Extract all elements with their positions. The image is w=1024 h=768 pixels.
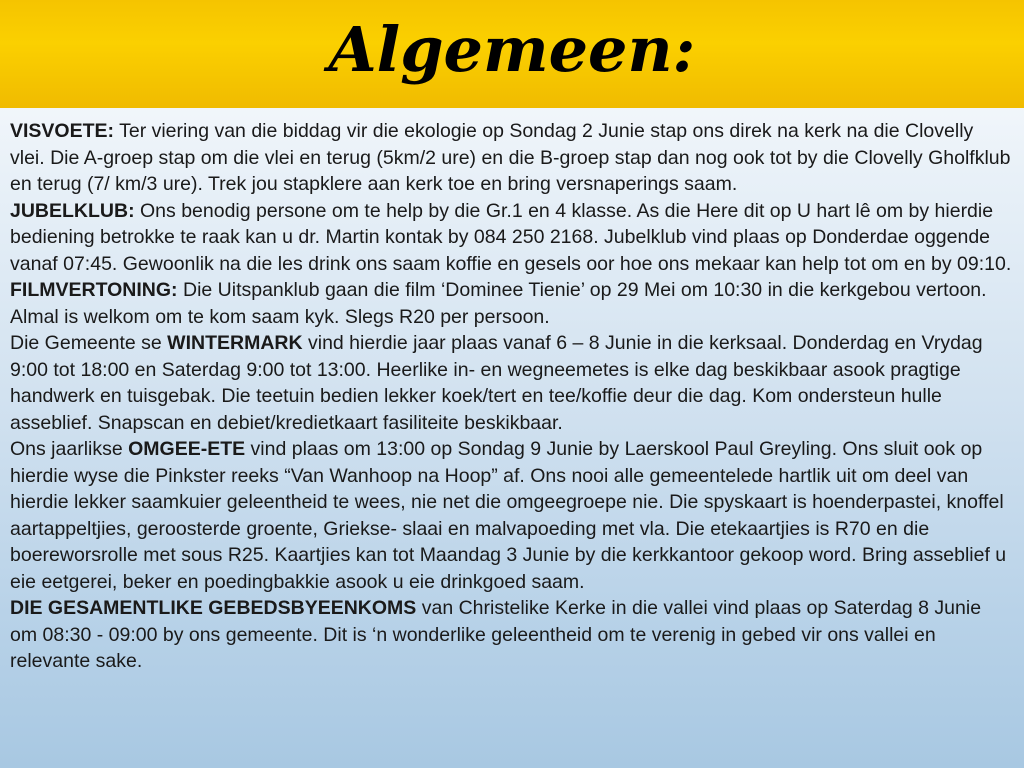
page-title: Algemeen: — [328, 13, 696, 86]
announcement-omgee-ete — [10, 436, 1012, 595]
announcement-filmvertoning-lead: FILMVERTONING: — [10, 279, 178, 301]
announcement-gebedsbyeenkoms-text: van Christelike Kerke in die vallei vind plaas op Saterdag 8 Junie om 08:30 - 09:00 by ons gemeente. Dit is ‘n wonderlike geleentheid om te verenig in gebed vir ons vallei en relevante sake. — [10, 597, 982, 672]
announcement-wintermark-pre: Die Gemeente se — [10, 332, 168, 354]
announcement-omgee-ete-lead: OMGEE-ETE — [128, 438, 246, 460]
announcements-body — [0, 108, 1024, 675]
announcement-jubelklub — [10, 198, 1012, 278]
announcement-filmvertoning — [10, 277, 1012, 330]
announcement-filmvertoning-text: Die Uitspanklub gaan die film ‘Dominee Tienie’ op 29 Mei om 10:30 in die kerkgebou vertoon. Almal is welkom om te kom saam kyk. Slegs R20 per persoon. — [10, 279, 987, 328]
announcement-omgee-ete-pre: Ons jaarlikse — [10, 438, 129, 460]
announcement-gebedsbyeenkoms — [10, 595, 1012, 675]
announcement-jubelklub-lead: JUBELKLUB: — [10, 199, 135, 222]
announcement-visvoete — [10, 118, 1012, 198]
announcement-wintermark-text: vind hierdie jaar plaas vanaf 6 – 8 Junie in die kerksaal. Donderdag en Vrydag 9:00 tot 18:00 en Saterdag 9:00 tot 13:00. Heerlike in- en wegneemetes is elke dag beskikbaar asook pragtige handwerk en tuisgebak. Die teetuin bedien lekker koek/tert en tee/koffie deur die dag. Kom ondersteun hulle asseblief. Snapscan en debiet/kredietkaart fasiliteite beskikbaar. — [10, 332, 983, 434]
announcement-gebedsbyeenkoms-lead: DIE GESAMENTLIKE GEBEDSBYEENKOMS — [10, 597, 417, 619]
announcement-visvoete-text: Ter viering van die biddag vir die ekologie op Sondag 2 Junie stap ons direk na kerk na die Clovelly vlei. Die A-groep stap om die vlei en terug (5km/2 ure) en die B-groep stap dan nog ook tot by die Clovelly Gholfklub en terug (7/ km/3 ure). Trek jou stapklere aan kerk toe en bring versnaperings saam. — [10, 120, 1011, 195]
header-band — [0, 0, 1024, 108]
announcement-wintermark — [10, 330, 1012, 436]
announcement-jubelklub-text: Ons benodig persone om te help by die Gr.1 en 4 klasse. As die Here dit op U hart lê om by hierdie bediening betrokke te raak kan u dr. Martin kontak by 084 250 2168. Jubelklub vind plaas op Donderdae oggende vanaf 07:45. Gewoonlik na die les drink ons saam koffie en gesels oor hoe ons mekaar kan help tot om en by 09:10. — [10, 199, 1012, 275]
announcement-visvoete-lead: VISVOETE: — [10, 120, 115, 142]
announcement-omgee-ete-text: vind plaas om 13:00 op Sondag 9 Junie by Laerskool Paul Greyling. Ons sluit ook op hierdie wyse die Pinkster reeks “Van Wanhoop na Hoop” af. Ons nooi alle gemeentelede hartlik uit om deel van hierdie lekker saamkuier geleentheid te wees, nie net die omgeegroepe nie. Die spyskaart is hoenderpastei, knoffel aartappeltjies, geroosterde groente, Griekse- slaai en malvapoeding met vla. Die etekaartjies is R70 en die boereworsrolle met sous R25. Kaartjies kan tot Maandag 3 Junie by die kerkkantoor gekoop word. Bring asseblief u eie eetgerei, beker en poedingbakkie asook u eie drinkgoed saam. — [10, 438, 1007, 593]
announcement-wintermark-lead: WINTERMARK — [167, 332, 303, 354]
